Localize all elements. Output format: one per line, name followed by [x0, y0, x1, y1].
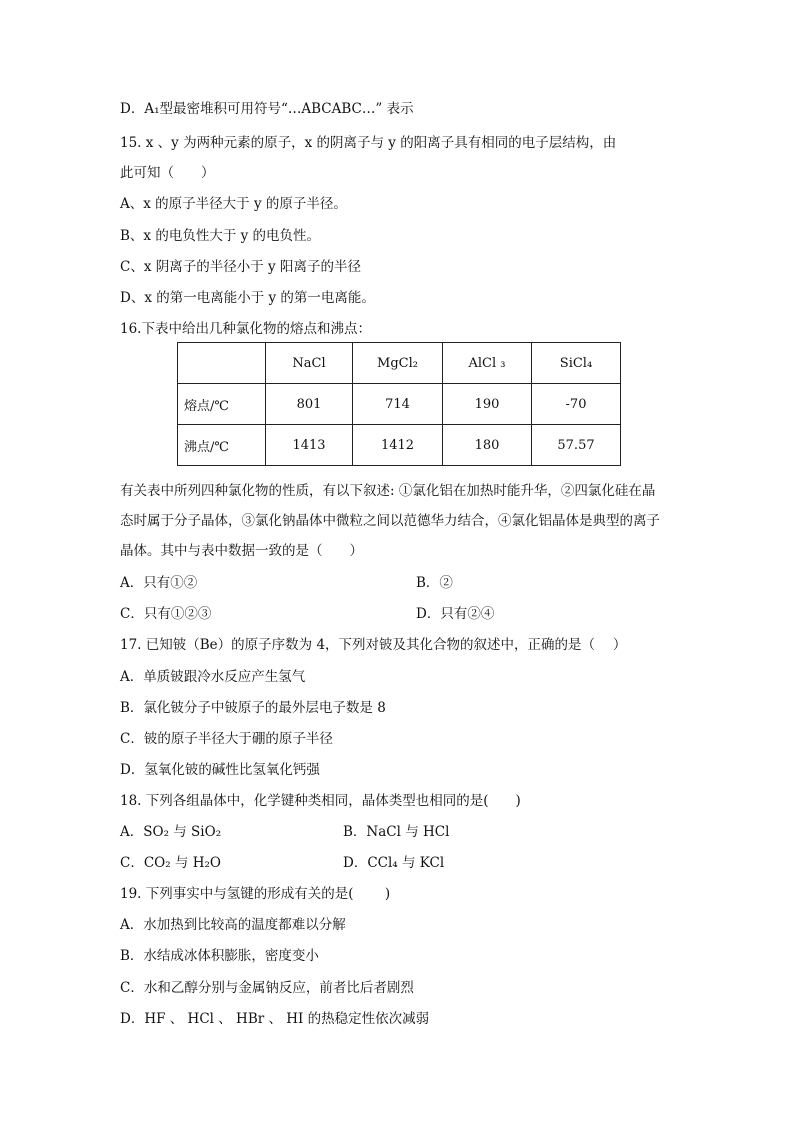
chloride-properties-table	[177, 342, 621, 466]
q19-option-d: D．HF 、 HCl 、 HBr 、 HI 的热稳定性依次减弱	[120, 1011, 430, 1027]
q16-option-b: B．②	[416, 575, 453, 591]
q16-text-line2: 态时属于分子晶体，③氯化钠晶体中微粒之间以范德华力结合，④氯化铝晶体是典型的离子	[120, 513, 660, 529]
q15-option-b: B、x 的电负性大于 y 的电负性。	[120, 228, 321, 244]
table-cell: 190	[443, 384, 532, 425]
table-cell: 801	[266, 384, 353, 425]
q17-option-a: A．单质铍跟冷水反应产生氢气	[120, 669, 306, 685]
q15-stem-line1: 15. x 、y 为两种元素的原子，x 的阴离子与 y 的阳离子具有相同的电子层结构，由	[120, 135, 617, 151]
table-cell: 180	[443, 425, 532, 466]
table-row	[178, 384, 621, 425]
table-cell: 沸点/℃	[178, 425, 266, 466]
table-cell: 1413	[266, 425, 353, 466]
q17-stem: 17. 已知铍（Be）的原子序数为 4，下列对铍及其化合物的叙述中，正确的是（ ）	[120, 637, 627, 653]
q17-option-d: D．氢氧化铍的碱性比氢氧化钙强	[120, 762, 320, 778]
table-row	[178, 425, 621, 466]
q15-option-a: A、x 的原子半径大于 y 的原子半径。	[120, 196, 347, 212]
q16-option-c: C．只有①②③	[120, 606, 212, 622]
q19-option-b: B．水结成冰体积膨胀，密度变小	[120, 948, 319, 964]
q19-stem: 19. 下列事实中与氢键的形成有关的是( )	[120, 886, 391, 902]
table-header-cell: AlCl ₃	[443, 343, 532, 384]
q16-text-line3: 晶体。其中与表中数据一致的是（ ）	[120, 543, 363, 559]
table-header-cell: NaCl	[266, 343, 353, 384]
q16-option-d: D．只有②④	[416, 606, 495, 622]
q17-option-b: B．氯化铍分子中铍原子的最外层电子数是 8	[120, 700, 386, 716]
q18-stem: 18. 下列各组晶体中，化学键种类相同，晶体类型也相同的是( )	[120, 793, 521, 809]
q18-option-a: A．SO₂ 与 SiO₂	[120, 824, 222, 840]
q16-stem: 16.下表中给出几种氯化物的熔点和沸点：	[120, 321, 371, 337]
q18-option-d: D．CCl₄ 与 KCl	[343, 855, 445, 871]
table-cell: -70	[532, 384, 621, 425]
table-header-cell: SiCl₄	[532, 343, 621, 384]
q15-stem-line2: 此可知（ ）	[120, 165, 215, 181]
q19-option-a: A．水加热到比较高的温度都难以分解	[120, 917, 346, 933]
q16-option-a: A．只有①②	[120, 575, 198, 591]
q14-option-d: D．A₁型最密堆积可用符号“…ABCABC…” 表示	[120, 101, 414, 117]
table-header-row	[178, 343, 621, 384]
q18-option-b: B．NaCl 与 HCl	[343, 824, 450, 840]
q15-option-c: C、x 阴离子的半径小于 y 阳离子的半径	[120, 259, 361, 275]
table-cell: 57.57	[532, 425, 621, 466]
q16-text-line1: 有关表中所列四种氯化物的性质，有以下叙述: ①氯化铝在加热时能升华，②四氯化硅在晶	[120, 483, 656, 499]
table-header-cell	[178, 343, 266, 384]
table-header-cell: MgCl₂	[353, 343, 443, 384]
q18-option-c: C．CO₂ 与 H₂O	[120, 855, 221, 871]
q15-option-d: D、x 的第一电离能小于 y 的第一电离能。	[120, 290, 375, 306]
q17-option-c: C．铍的原子半径大于硼的原子半径	[120, 731, 333, 747]
table-cell: 1412	[353, 425, 443, 466]
table-cell: 714	[353, 384, 443, 425]
q19-option-c: C．水和乙醇分别与金属钠反应，前者比后者剧烈	[120, 980, 414, 996]
table-cell: 熔点/℃	[178, 384, 266, 425]
